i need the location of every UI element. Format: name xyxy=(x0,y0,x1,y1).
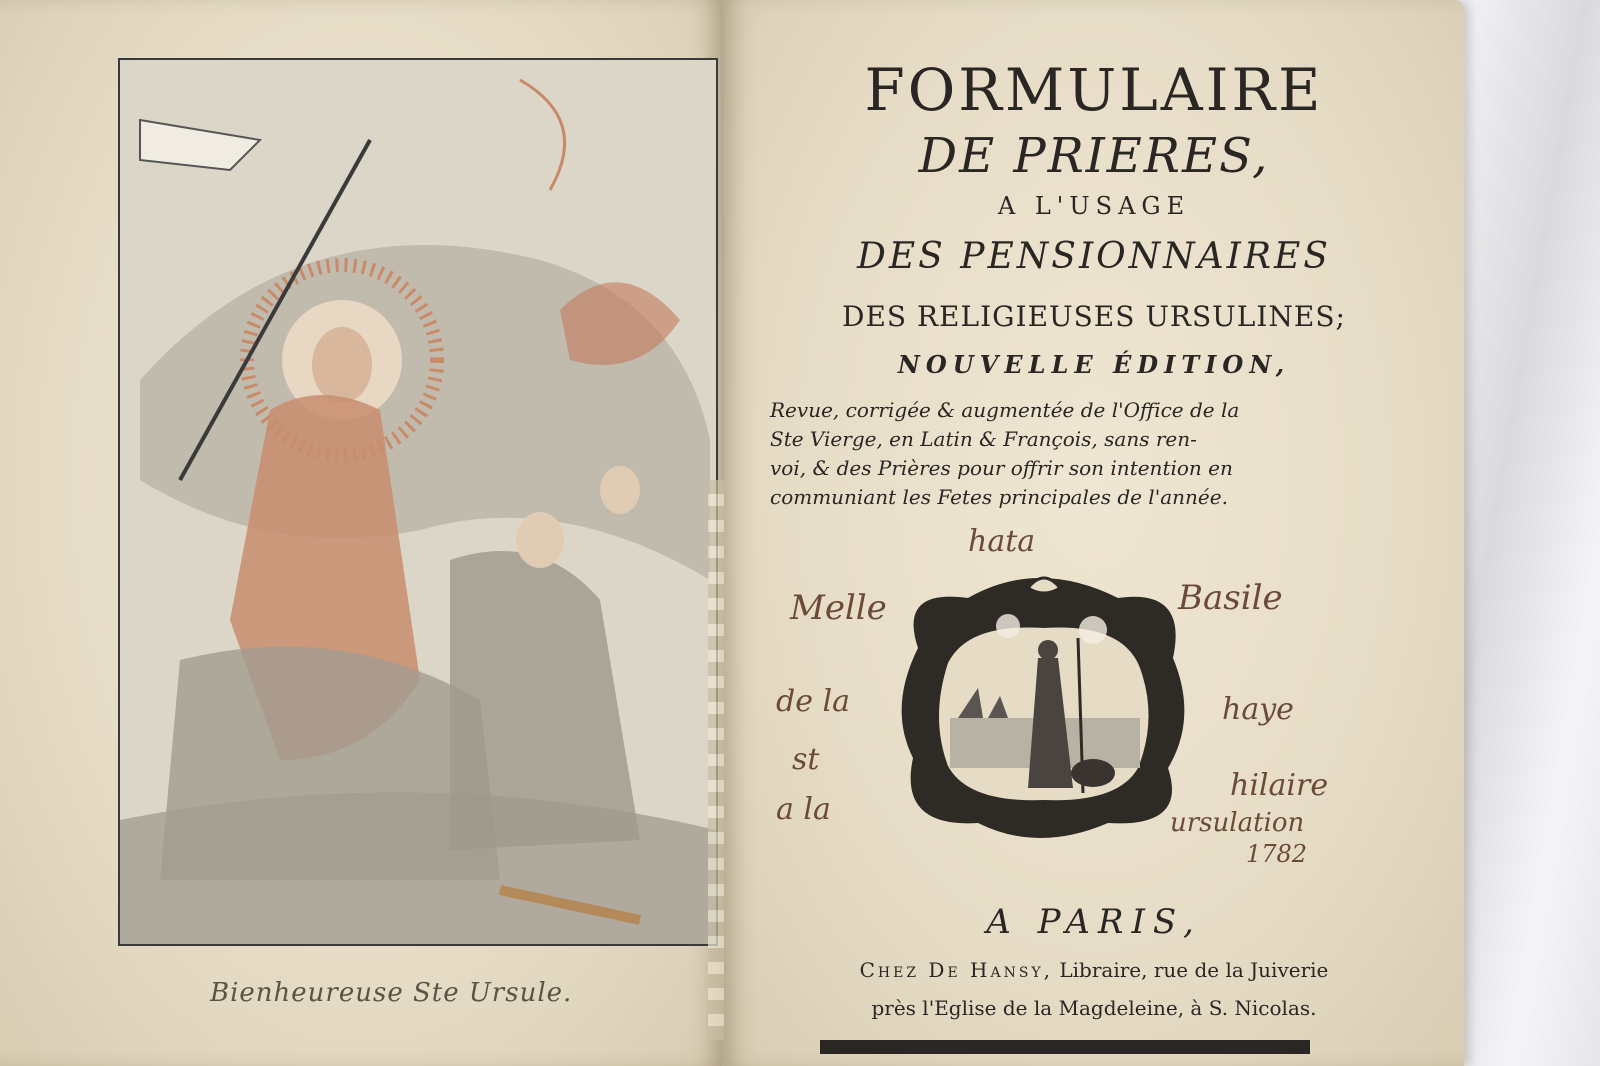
inscription-right: haye xyxy=(1222,692,1294,727)
title-line-a-lusage: A L'USAGE xyxy=(997,192,1191,220)
printer-vignette xyxy=(888,568,1200,844)
inscription-left: de la xyxy=(776,684,850,719)
inscription-top: hata xyxy=(968,524,1036,559)
inscription-right: 1782 xyxy=(1246,840,1308,868)
title-line-de-prieres: DE PRIERES, xyxy=(918,128,1270,184)
edition-line: NOUVELLE ÉDITION, xyxy=(897,350,1291,379)
inscription-left: a la xyxy=(776,792,831,827)
publisher-name: Chez De Hansy, xyxy=(859,958,1054,982)
description-paragraph xyxy=(770,396,1330,512)
description-line: Revue, corrigée & augmentée de l'Office de la xyxy=(770,398,1240,422)
imprint-address: près l'Eglise de la Magdeleine, à S. Nicolas. xyxy=(871,996,1317,1020)
title-line-pensionnaires: DES PENSIONNAIRES xyxy=(857,236,1331,277)
inscription-right: Basile xyxy=(1178,578,1283,618)
frontispiece-engraving xyxy=(118,58,718,946)
bottom-rule xyxy=(820,1040,1310,1054)
imprint-publisher xyxy=(724,958,1464,982)
publisher-address: Libraire, rue de la Juiverie xyxy=(1053,958,1329,982)
description-line: voi, & des Prières pour offrir son intention en xyxy=(770,456,1233,480)
inscription-left: st xyxy=(792,742,820,777)
description-line: Ste Vierge, en Latin & François, sans ren- xyxy=(770,427,1197,451)
imprint-place: A PARIS, xyxy=(986,902,1202,942)
title-line-ursulines: DES RELIGIEUSES URSULINES; xyxy=(842,300,1346,333)
inscription-right: hilaire xyxy=(1230,768,1329,803)
description-line: communiant les Fetes principales de l'année. xyxy=(770,485,1228,509)
title-line-formulaire: FORMULAIRE xyxy=(864,56,1324,124)
frontispiece-caption: Bienheureuse Ste Ursule. xyxy=(210,978,573,1008)
inscription-right: ursulation xyxy=(1170,808,1305,838)
left-page xyxy=(0,0,724,1066)
inscription-left: Melle xyxy=(790,588,887,628)
